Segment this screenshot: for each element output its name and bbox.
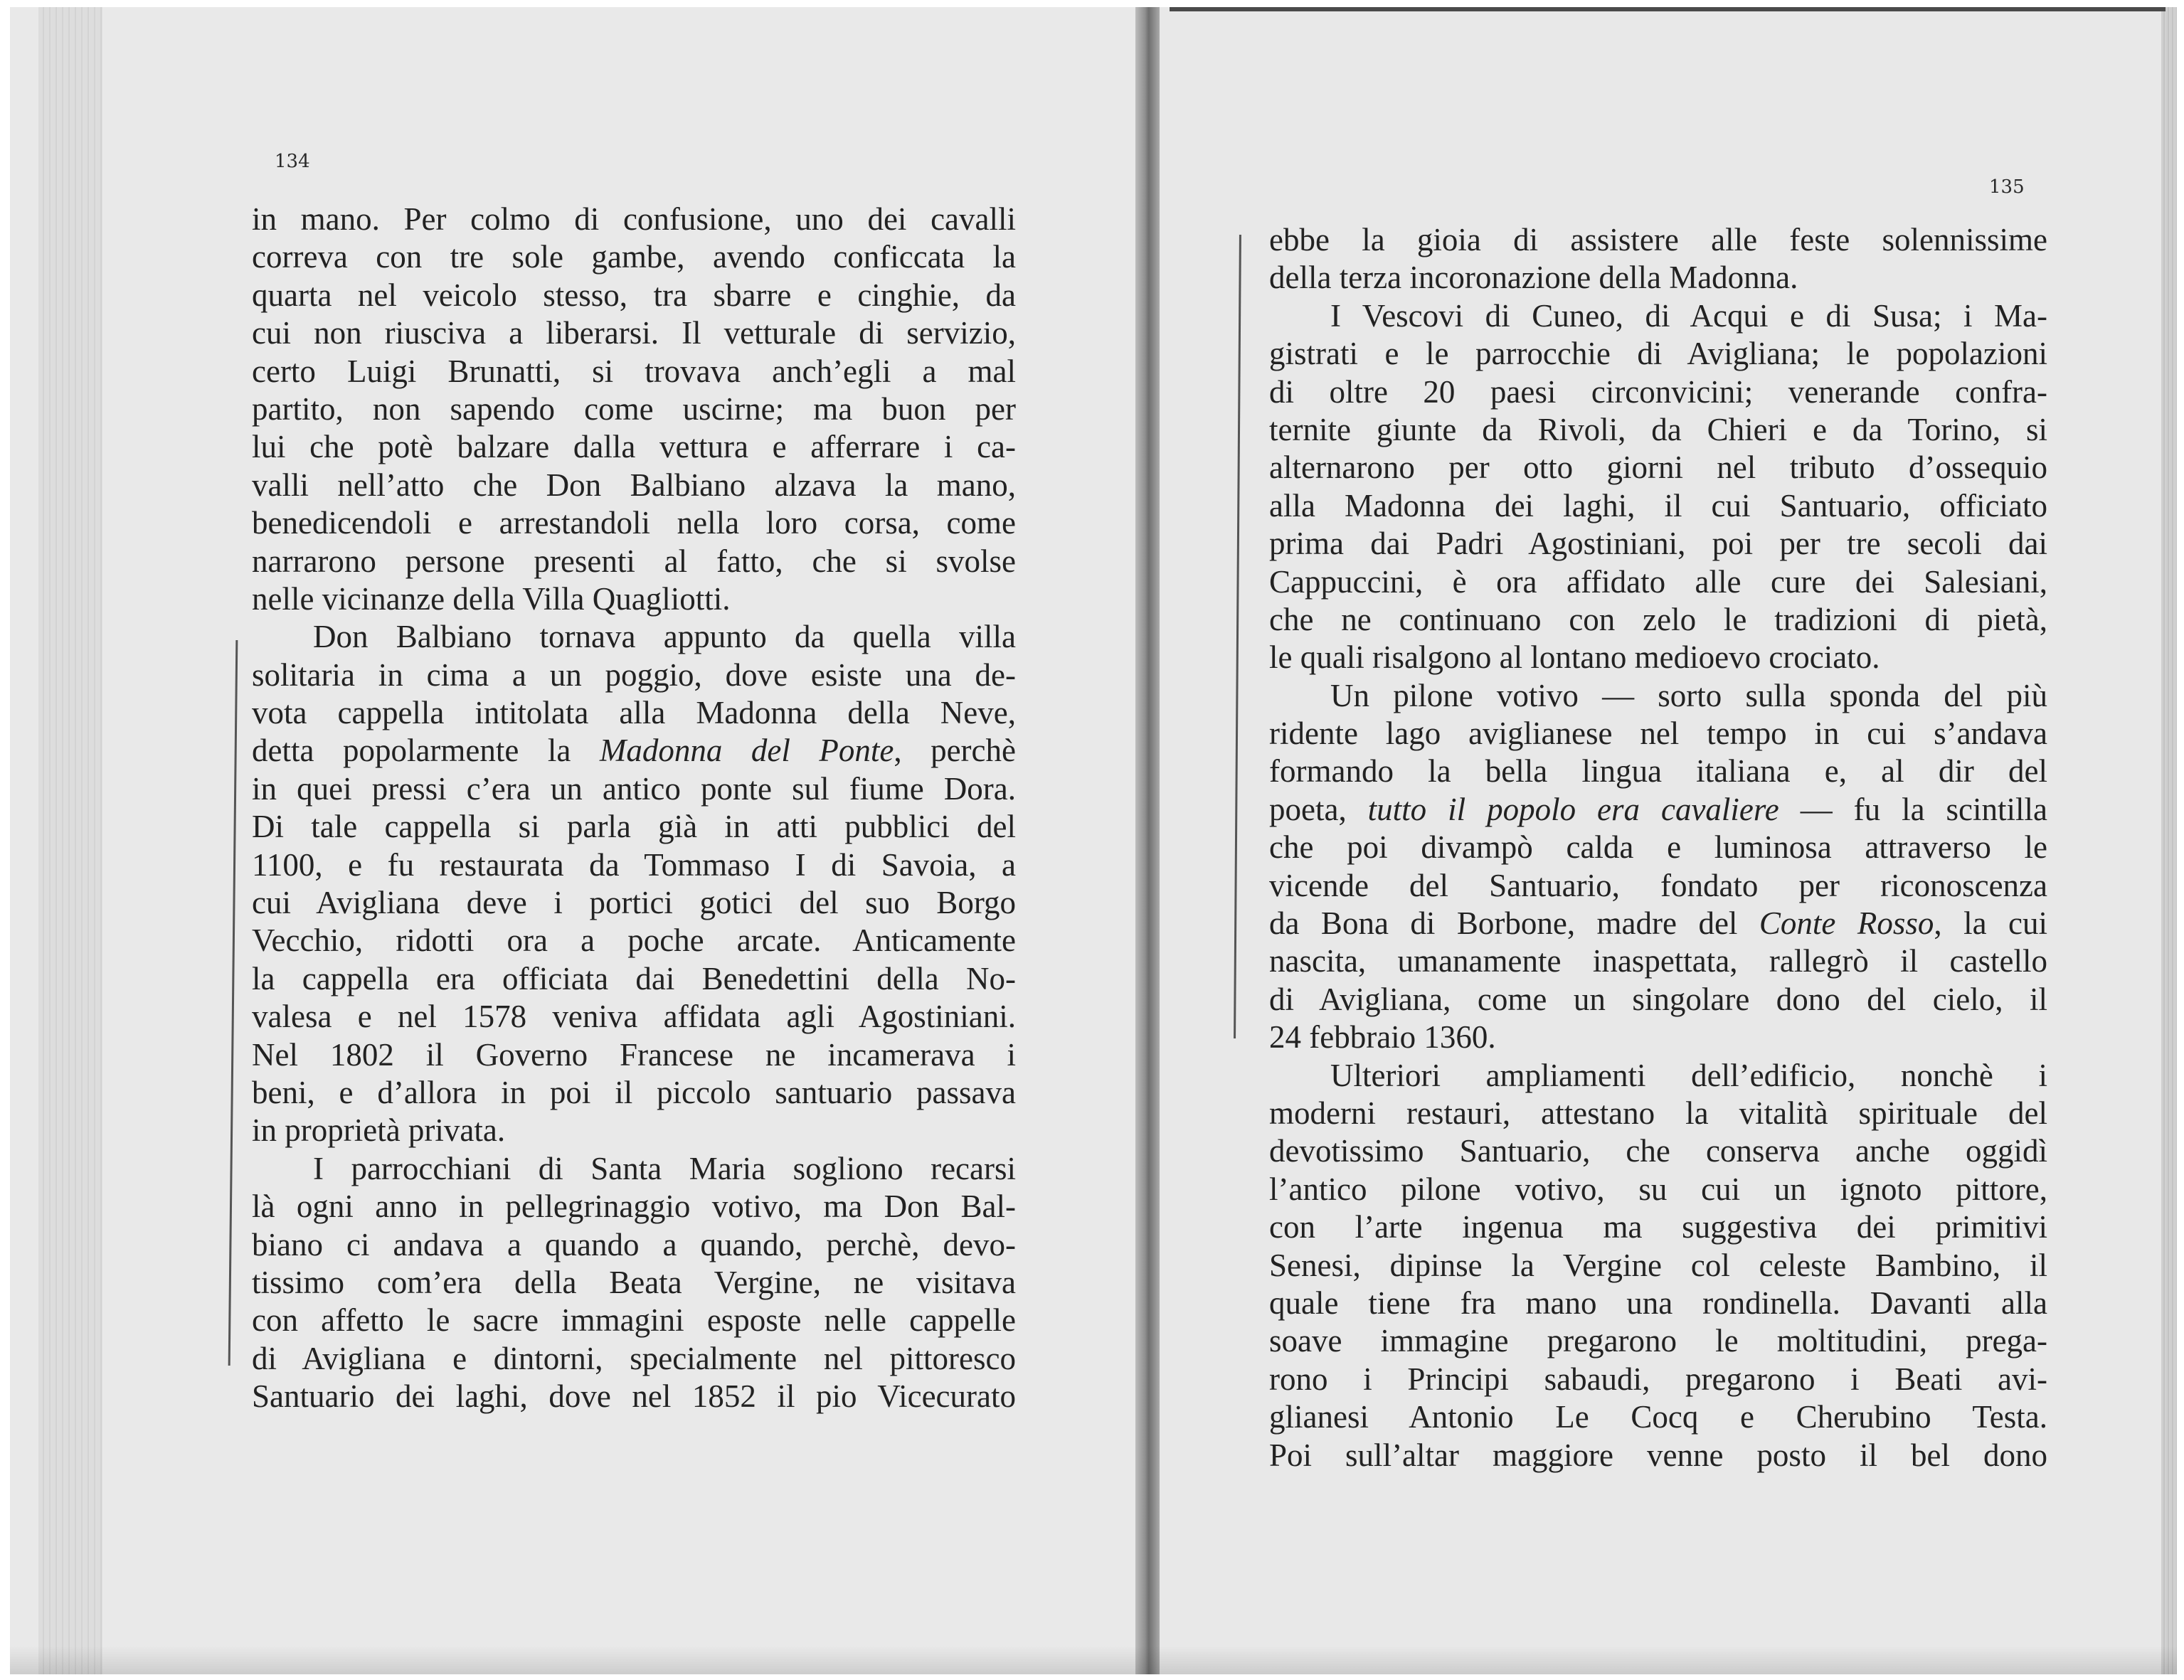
text-line: vicende del Santuario, fondato per riconoscenza: [1269, 867, 2047, 903]
text-line: biano ci andava a quando a quando, perchè, devo-: [252, 1226, 1016, 1262]
text-line: in proprietà privata.: [252, 1112, 506, 1149]
text-line: glianesi Antonio Le Cocq e Cherubino Testa.: [1269, 1399, 2047, 1435]
text-line: quarta nel veicolo stesso, tra sbarre e cinghie, da: [252, 277, 1016, 313]
text-line: lui che potè balzare dalla vettura e afferrare i ca-: [252, 429, 1016, 465]
text-line: devotissimo Santuario, che conserva anche oggidì: [1269, 1133, 2047, 1169]
right-page-text: [1269, 221, 2047, 1474]
text-line: gistrati e le parrocchie di Avigliana; le popolazioni: [1269, 336, 2047, 372]
text-line: alternarono per otto giorni nel tributo d’ossequio: [1269, 450, 2047, 486]
text-line: Nel 1802 il Governo Francese ne incamerava i: [252, 1036, 1016, 1073]
text-line: in quei pressi c’era un antico ponte sul fiume Dora.: [252, 770, 1016, 807]
text-line: benedicendoli e arrestandoli nella loro corsa, come: [252, 505, 1016, 541]
text-line: di oltre 20 paesi circonvicini; venerande confra-: [1269, 373, 2047, 410]
text-line: I parrocchiani di Santa Maria sogliono recarsi: [313, 1150, 1016, 1186]
text-line: Di tale cappella si parla già in atti pubblici del: [252, 809, 1016, 845]
text-line: quale tiene fra mano una rondinella. Davanti alla: [1269, 1285, 2047, 1321]
text-line: solitaria in cima a un poggio, dove esiste una de-: [252, 656, 1016, 693]
text-line: nascita, umanamente inaspettata, rallegrò il castello: [1269, 943, 2047, 979]
text-line: I Vescovi di Cuneo, di Acqui e di Susa; i Ma-: [1330, 297, 2047, 334]
page-number-right: 135: [1989, 176, 2025, 198]
text-line: di Avigliana, come un singolare dono del cielo, il: [1269, 981, 2047, 1017]
text-segment: — fu la scintilla: [1779, 791, 2047, 827]
italic-text: Conte Rosso: [1759, 905, 1934, 942]
text-line: Un pilone votivo — sorto sulla sponda del più: [1330, 677, 2047, 713]
text-line: Ulteriori ampliamenti dell’edificio, nonchè i: [1330, 1057, 2047, 1093]
italic-text: tutto il popolo era cavaliere: [1367, 791, 1779, 827]
text-line: narrarono persone presenti al fatto, che si svolse: [252, 543, 1016, 579]
text-line: là ogni anno in pellegrinaggio votivo, ma Don Bal-: [252, 1189, 1016, 1225]
text-line: cui Avigliana deve i portici gotici del suo Borgo: [252, 885, 1016, 921]
text-line: Poi sull’altar maggiore venne posto il bel dono: [1269, 1437, 2047, 1473]
text-line: le quali risalgono al lontano medioevo crociato.: [1269, 639, 1880, 676]
text-line: ternite giunte da Rivoli, da Chieri e da Torino, si: [1269, 411, 2047, 447]
text-line: [252, 732, 1016, 770]
bottom-shadow: [10, 1646, 2177, 1674]
text-line: Senesi, dipinse la Vergine col celeste Bambino, il: [1269, 1247, 2047, 1283]
text-line: [1269, 791, 2047, 829]
text-line: di Avigliana e dintorni, specialmente nel pittoresco: [252, 1340, 1016, 1376]
text-line: moderni restauri, attestano la vitalità spirituale del: [1269, 1095, 2047, 1131]
text-line: Don Balbiano tornava appunto da quella villa: [313, 619, 1016, 655]
text-segment: , la cui: [1934, 905, 2047, 942]
page-edges-left: [38, 7, 102, 1674]
text-line: 1100, e fu restaurata da Tommaso I di Savoia, a: [252, 846, 1016, 883]
text-line: valesa e nel 1578 veniva affidata agli Agostiniani.: [252, 999, 1016, 1035]
text-line: alla Madonna dei laghi, il cui Santuario, officiato: [1269, 487, 2047, 523]
text-line: che poi divampò calda e luminosa attraverso le: [1269, 829, 2047, 866]
text-line: vota cappella intitolata alla Madonna della Neve,: [252, 695, 1016, 731]
left-page-text: [252, 201, 1016, 1416]
text-line: con l’arte ingenua ma suggestiva dei primitivi: [1269, 1209, 2047, 1245]
text-line: l’antico pilone votivo, su cui un ignoto pittore,: [1269, 1171, 2047, 1207]
text-line: 24 febbraio 1360.: [1269, 1019, 1496, 1056]
text-line: nelle vicinanze della Villa Quagliotti.: [252, 580, 731, 617]
text-line: beni, e d’allora in poi il piccolo santuario passava: [252, 1074, 1016, 1110]
text-line: con affetto le sacre immagini esposte nelle cappelle: [252, 1302, 1016, 1339]
text-line: Santuario dei laghi, dove nel 1852 il pio Vicecurato: [252, 1378, 1016, 1415]
text-line: Cappuccini, è ora affidato alle cure dei Salesiani,: [1269, 563, 2047, 600]
page-top-edge: [1170, 7, 2166, 11]
text-segment: poeta,: [1269, 791, 1368, 827]
text-line: prima dai Padri Agostiniani, poi per tre secoli dai: [1269, 526, 2047, 562]
text-line: in mano. Per colmo di confusione, uno dei cavalli: [252, 201, 1016, 237]
text-line: cui non riusciva a liberarsi. Il vetturale di servizio,: [252, 315, 1016, 351]
text-line: formando la bella lingua italiana e, al dir del: [1269, 753, 2047, 790]
text-line: certo Luigi Brunatti, si trovava anch’egli a mal: [252, 353, 1016, 389]
text-segment: da Bona di Borbone, madre del: [1269, 905, 1759, 942]
text-line: [1269, 905, 2047, 942]
text-segment: , perchè: [894, 733, 1016, 769]
text-line: Vecchio, ridotti ora a poche arcate. Anticamente: [252, 923, 1016, 959]
text-line: valli nell’atto che Don Balbiano alzava la mano,: [252, 467, 1016, 503]
text-line: rono i Principi sabaudi, pregarono i Beati avi-: [1269, 1361, 2047, 1397]
italic-text: Madonna del Ponte: [599, 733, 894, 769]
text-line: soave immagine pregarono le moltitudini, prega-: [1269, 1323, 2047, 1359]
page-edges-right: [2161, 7, 2177, 1674]
text-line: tissimo com’era della Beata Vergine, ne visitava: [252, 1264, 1016, 1300]
book-gutter: [1135, 7, 1160, 1674]
text-line: ridente lago aviglianese nel tempo in cui s’andava: [1269, 716, 2047, 752]
text-line: la cappella era officiata dai Benedettini della No-: [252, 960, 1016, 996]
text-line: della terza incoronazione della Madonna.: [1269, 260, 1798, 296]
text-line: ebbe la gioia di assistere alle feste solennissime: [1269, 222, 2047, 257]
text-line: che ne continuano con zelo le tradizioni di pietà,: [1269, 601, 2047, 637]
text-line: partito, non sapendo come uscirne; ma buon per: [252, 390, 1016, 427]
text-segment: detta popolarmente la: [252, 733, 600, 769]
page-number-left: 134: [275, 151, 310, 172]
text-line: correva con tre sole gambe, avendo conficcata la: [252, 239, 1016, 275]
